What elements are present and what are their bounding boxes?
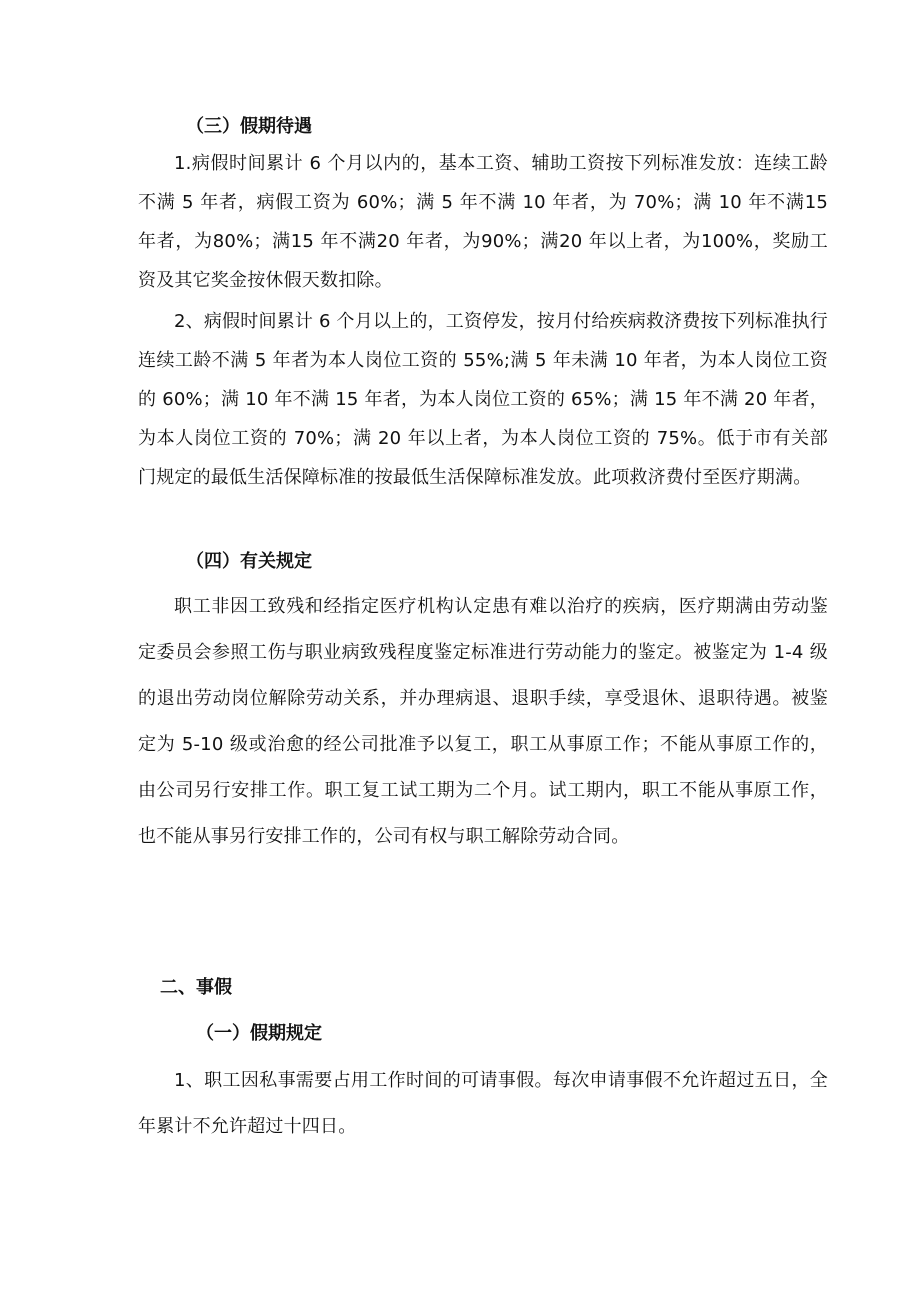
personal-leave-paragraph-1: 1、职工因私事需要占用工作时间的可请事假。每次申请事假不允许超过五日，全年累计不允许超过十四日。 (138, 1070, 828, 1137)
sick-leave-pay-paragraph-2: 2、病假时间累计 6 个月以上的，工资停发，按月付给疾病救济费按下列标准执行连续工龄不满 5 年者为本人岗位工资的 55%;满 5 年未满 10 年者，为本人岗位工资的 60%；满 10 年不满 15 年者，为本人岗位工资的 65%；满 15 年不满 20 年者，为本人岗位工资的 70%；满 20 年以上者，为本人岗位工资的 75%。低于市有关部门规定的最低生活保障标准的按最低生活保障标准发放。此项救济费付至医疗期满。 (138, 311, 828, 488)
section-4-heading: （四）有关规定 (186, 551, 312, 572)
regulations-paragraph: 职工非因工致残和经指定医疗机构认定患有难以治疗的疾病，医疗期满由劳动鉴定委员会参照工伤与职业病致残程度鉴定标准进行劳动能力的鉴定。被鉴定为 1-4 级的退出劳动岗位解除劳动关系，并办理病退、退职手续，享受退休、退职待遇。被鉴定为 5-10 级或治愈的经公司批准予以复工，职工从事原工作；不能从事原工作的，由公司另行安排工作。职工复工试工期为二个月。试工期内，职工不能从事原工作，也不能从事另行安排工作的，公司有权与职工解除劳动合同。 (138, 596, 828, 847)
section-3-heading: （三）假期待遇 (186, 116, 312, 137)
subsection-1-heading: （一）假期规定 (196, 1023, 322, 1044)
part-2-heading: 二、事假 (160, 977, 232, 998)
sick-leave-pay-paragraph-1: 1.病假时间累计 6 个月以内的，基本工资、辅助工资按下列标准发放：连续工龄不满 5 年者，病假工资为 60%；满 5 年不满 10 年者，为 70%；满 10 年不满15 年者，为80%；满15 年不满20 年者，为90%；满20 年以上者，为100%，奖励工资及其它奖金按休假天数扣除。 (138, 153, 828, 291)
